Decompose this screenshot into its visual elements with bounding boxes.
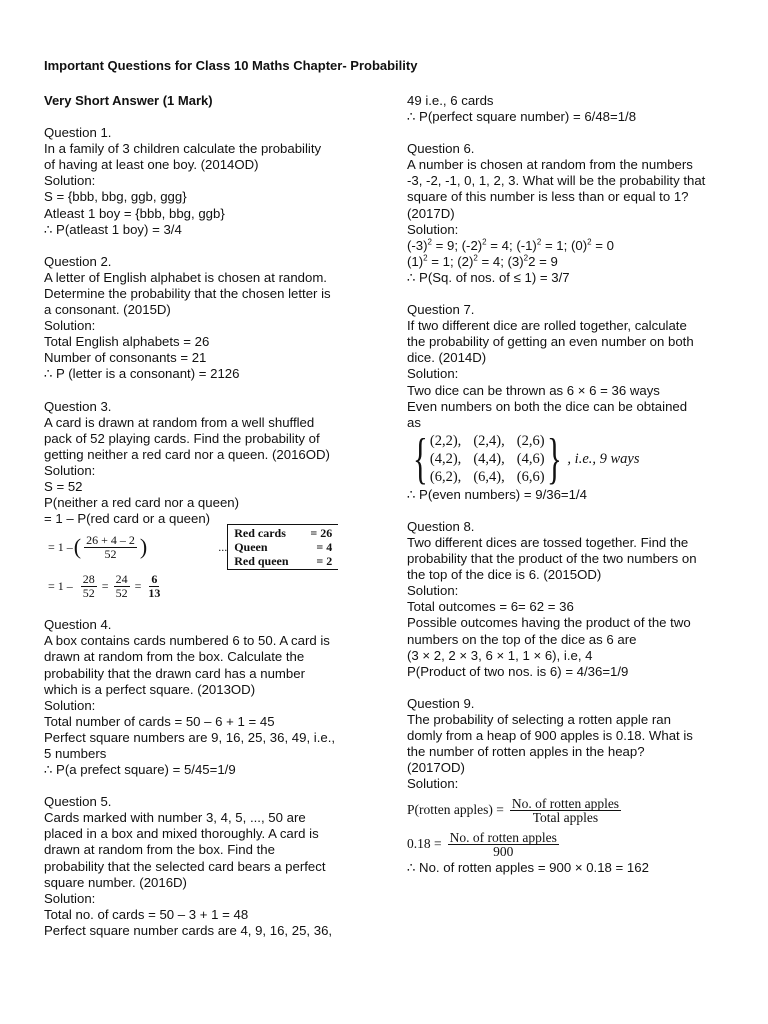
text-line: Solution: [44, 173, 96, 189]
text-line: Even numbers on both the dice can be obtained [407, 398, 688, 414]
text-line: ∴ P(a prefect square) = 5/45=1/9 [44, 762, 236, 778]
outcome-pair: (2,4), [473, 432, 505, 449]
denominator: 13 [148, 585, 161, 600]
text-line: ∴ P(atleast 1 boy) = 3/4 [44, 221, 182, 237]
text-line: (3 × 2, 2 × 3, 6 × 1, 1 × 6), i.e, 4 [407, 647, 593, 663]
question-8 [407, 519, 727, 680]
question-1 [44, 125, 364, 238]
section-heading: Very Short Answer (1 Mark) [44, 93, 213, 108]
text-line: Total no. of cards = 50 – 3 + 1 = 48 [44, 906, 249, 922]
table-value: = 2 [316, 554, 333, 569]
text-line: Two dice can be thrown as 6 × 6 = 36 ways [407, 382, 660, 398]
numerator: 6 [151, 571, 158, 586]
outcome-pair: (2,2), [429, 432, 462, 449]
text-line: ∴ P (letter is a consonant) = 2126 [44, 366, 240, 382]
fraction [146, 573, 162, 600]
text-line: Possible outcomes having the product of the two [407, 615, 691, 631]
denominator: 52 [115, 585, 128, 600]
text-line: which is a perfect square. (2013OD) [44, 681, 256, 697]
text-line: Atleast 1 boy = {bbb, bbg, ggb} [44, 205, 225, 221]
equation-rotten-apples [407, 792, 727, 828]
fraction [510, 797, 621, 824]
denominator: 900 [493, 843, 514, 859]
text-line: drawn at random from the box. Calculate the [44, 649, 305, 665]
equals: = [101, 579, 109, 594]
table-label: Red cards [234, 526, 286, 541]
fraction [84, 534, 137, 561]
text-line: getting neither a red card nor a queen. (2016OD) [44, 446, 330, 462]
equation-1: = 1 – ( $\frac{26 + 4 - 2}{52}$ ) ... Red cards = 26 Queen = 4 Red queen = 2 [48, 527, 364, 567]
outcome-pair: (6,6) [516, 468, 545, 485]
numerator: 28 [82, 571, 95, 586]
text-line: of having at least one boy. (2014OD) [44, 157, 259, 173]
question-2 [44, 254, 364, 383]
text-line: 5 numbers [44, 746, 107, 761]
text-line: A box contains cards numbered 6 to 50. A card is [44, 633, 330, 649]
table-value: = 4 [316, 540, 333, 555]
fraction [114, 573, 130, 600]
text-line: (2017OD) [407, 760, 465, 776]
question-5 [44, 794, 364, 939]
text-line: Total number of cards = 50 – 6 + 1 = 45 [44, 713, 275, 729]
left-brace: { [413, 427, 428, 490]
text-line: as [407, 414, 421, 430]
text-line: A letter of English alphabet is chosen at random. [44, 269, 327, 285]
outcome-grid [430, 432, 545, 486]
text-line: ∴ P(even numbers) = 9/36=1/4 [407, 486, 587, 502]
eq-lhs: P(rotten apples) = [407, 802, 504, 818]
question-title: Question 2. [44, 253, 112, 269]
text-line: dice. (2014D) [407, 350, 487, 366]
text-line: Solution: [407, 366, 459, 382]
text-line: Perfect square numbers are 9, 16, 25, 36, 49, i.e., [44, 729, 336, 745]
text-line: numbers on the top of the dice as 6 are [407, 631, 637, 647]
outcome-pair: (6,4), [473, 468, 505, 485]
question-title: Question 6. [407, 141, 475, 157]
text-line: S = 52 [44, 478, 83, 494]
outcome-pair: (2,6) [516, 432, 545, 449]
text-line: probability that the selected card bears a perfect [44, 858, 326, 874]
table-label: Red queen [234, 554, 289, 569]
card-count-table [227, 524, 338, 570]
text-line: = 1 – P(red card or a queen) [44, 511, 211, 527]
text-line: A number is chosen at random from the numbers [407, 157, 693, 173]
squares-line-1: $(-3)^2 = 9$; $(-2)^2 = 4$; $(-1)^2 = 1$; $(0)^2 = 0$ [407, 237, 614, 253]
text-line: Total outcomes = 6= 62 = 36 [407, 599, 574, 615]
text-line: the probability of getting an even number on both [407, 334, 694, 350]
ways-label: , i.e., 9 ways [567, 450, 640, 467]
squares-line-2: $(1)^2 = 1$; $(2)^2 = 4$; $(3)^22 = 9$ [407, 253, 558, 269]
text-line: -3, -2, -1, 0, 1, 2, 3. What will be the probability that [407, 173, 706, 189]
eq-dots: ... [218, 540, 228, 555]
text-line: the number of rotten apples in the heap? [407, 744, 645, 760]
question-3 [44, 399, 364, 606]
page-title: Important Questions for Class 10 Maths Chapter- Probability [44, 58, 418, 73]
text-line: Two different dices are tossed together. Find the [407, 534, 689, 550]
equals: = [134, 579, 142, 594]
text-line: ∴ P(Sq. of nos. of ≤ 1) = 3/7 [407, 269, 570, 285]
question-6 [407, 141, 727, 286]
text-line: The probability of selecting a rotten apple ran [407, 711, 671, 727]
question-title: Question 8. [407, 518, 475, 534]
right-brace: } [546, 427, 562, 490]
text-line: a consonant. (2015D) [44, 302, 171, 318]
outcome-pair: (4,6) [516, 450, 545, 467]
text-line: square of this number is less than or equal to 1? [407, 189, 689, 205]
text-line: Number of consonants = 21 [44, 350, 207, 366]
outcome-pair: (4,2), [429, 450, 462, 467]
text-line: the top of the dice is 6. (2015OD) [407, 567, 602, 583]
text-line: ∴ No. of rotten apples = 900 × 0.18 = 162 [407, 860, 649, 876]
text-line: probability that the drawn card has a number [44, 665, 305, 681]
left-column [44, 93, 364, 939]
numerator: No. of rotten apples [511, 795, 620, 811]
text-line: A card is drawn at random from a well shuffled [44, 414, 315, 430]
text-line: S = {bbb, bbg, ggb, ggg} [44, 189, 187, 205]
question-title: Question 3. [44, 398, 112, 414]
text-line: ∴ P(perfect square number) = 6/48=1/8 [407, 109, 637, 125]
fraction [448, 831, 559, 858]
text-line: (2017D) [407, 205, 455, 221]
denominator: 52 [82, 585, 95, 600]
text-line: placed in a box and mixed thoroughly. A card is [44, 826, 319, 842]
question-title: Question 5. [44, 794, 112, 810]
text-line: Total English alphabets = 26 [44, 334, 210, 350]
question-title: Question 9. [407, 695, 475, 711]
question-title: Question 7. [407, 302, 475, 318]
text-line: Solution: [407, 221, 459, 237]
outcome-pair: (4,4), [473, 450, 505, 467]
numerator: 24 [115, 571, 128, 586]
outcome-pair: (6,2), [429, 468, 462, 485]
text-line: P(neither a red card nor a queen) [44, 495, 239, 511]
text-line: Solution: [44, 890, 96, 906]
text-line: Cards marked with number 3, 4, 5, ..., 50 are [44, 810, 306, 826]
text-line: drawn at random from the box. Find the [44, 842, 275, 858]
text-line: Solution: [44, 318, 96, 334]
question-4 [44, 617, 364, 778]
text-line: Solution: [44, 462, 96, 478]
equation-2 [48, 567, 364, 605]
text-line: domly from a heap of 900 apples is 0.18. What is [407, 728, 693, 743]
numerator: No. of rotten apples [449, 829, 557, 845]
text-line: Perfect square number cards are 4, 9, 16, 25, 36, [44, 922, 333, 938]
question-title: Question 1. [44, 125, 112, 141]
text-line: 49 i.e., 6 cards [407, 93, 494, 108]
question-5-continued [407, 93, 727, 125]
text-line: Determine the probability that the chosen letter is [44, 285, 331, 301]
dice-outcomes-set [407, 427, 727, 490]
numerator: 26 + 4 – 2 [86, 532, 135, 547]
equation-value [407, 828, 727, 860]
question-title: Question 4. [44, 617, 112, 633]
text-line: Solution: [407, 583, 459, 599]
question-7 [407, 302, 727, 503]
text-line: In a family of 3 children calculate the probability [44, 141, 322, 157]
table-label: Queen [234, 540, 268, 555]
right-column [407, 93, 727, 876]
eq-prefix: = 1 – [48, 540, 73, 555]
fraction [81, 573, 97, 600]
denominator: Total apples [532, 809, 599, 825]
text-line: If two different dice are rolled together, calculate [407, 318, 687, 334]
denominator: 52 [104, 546, 117, 561]
question-9 [407, 696, 727, 877]
text-line: Solution: [44, 697, 96, 713]
text-line: square number. (2016D) [44, 874, 187, 890]
table-value: = 26 [310, 526, 333, 541]
eq-lhs: 0.18 = [407, 836, 442, 852]
text-line: Solution: [407, 776, 459, 792]
text-line: P(Product of two nos. is 6) = 4/36=1/9 [407, 663, 629, 679]
eq-prefix: = 1 – [48, 579, 73, 594]
text-line: probability that the product of the two numbers on [407, 551, 697, 567]
text-line: pack of 52 playing cards. Find the probability of [44, 430, 320, 446]
